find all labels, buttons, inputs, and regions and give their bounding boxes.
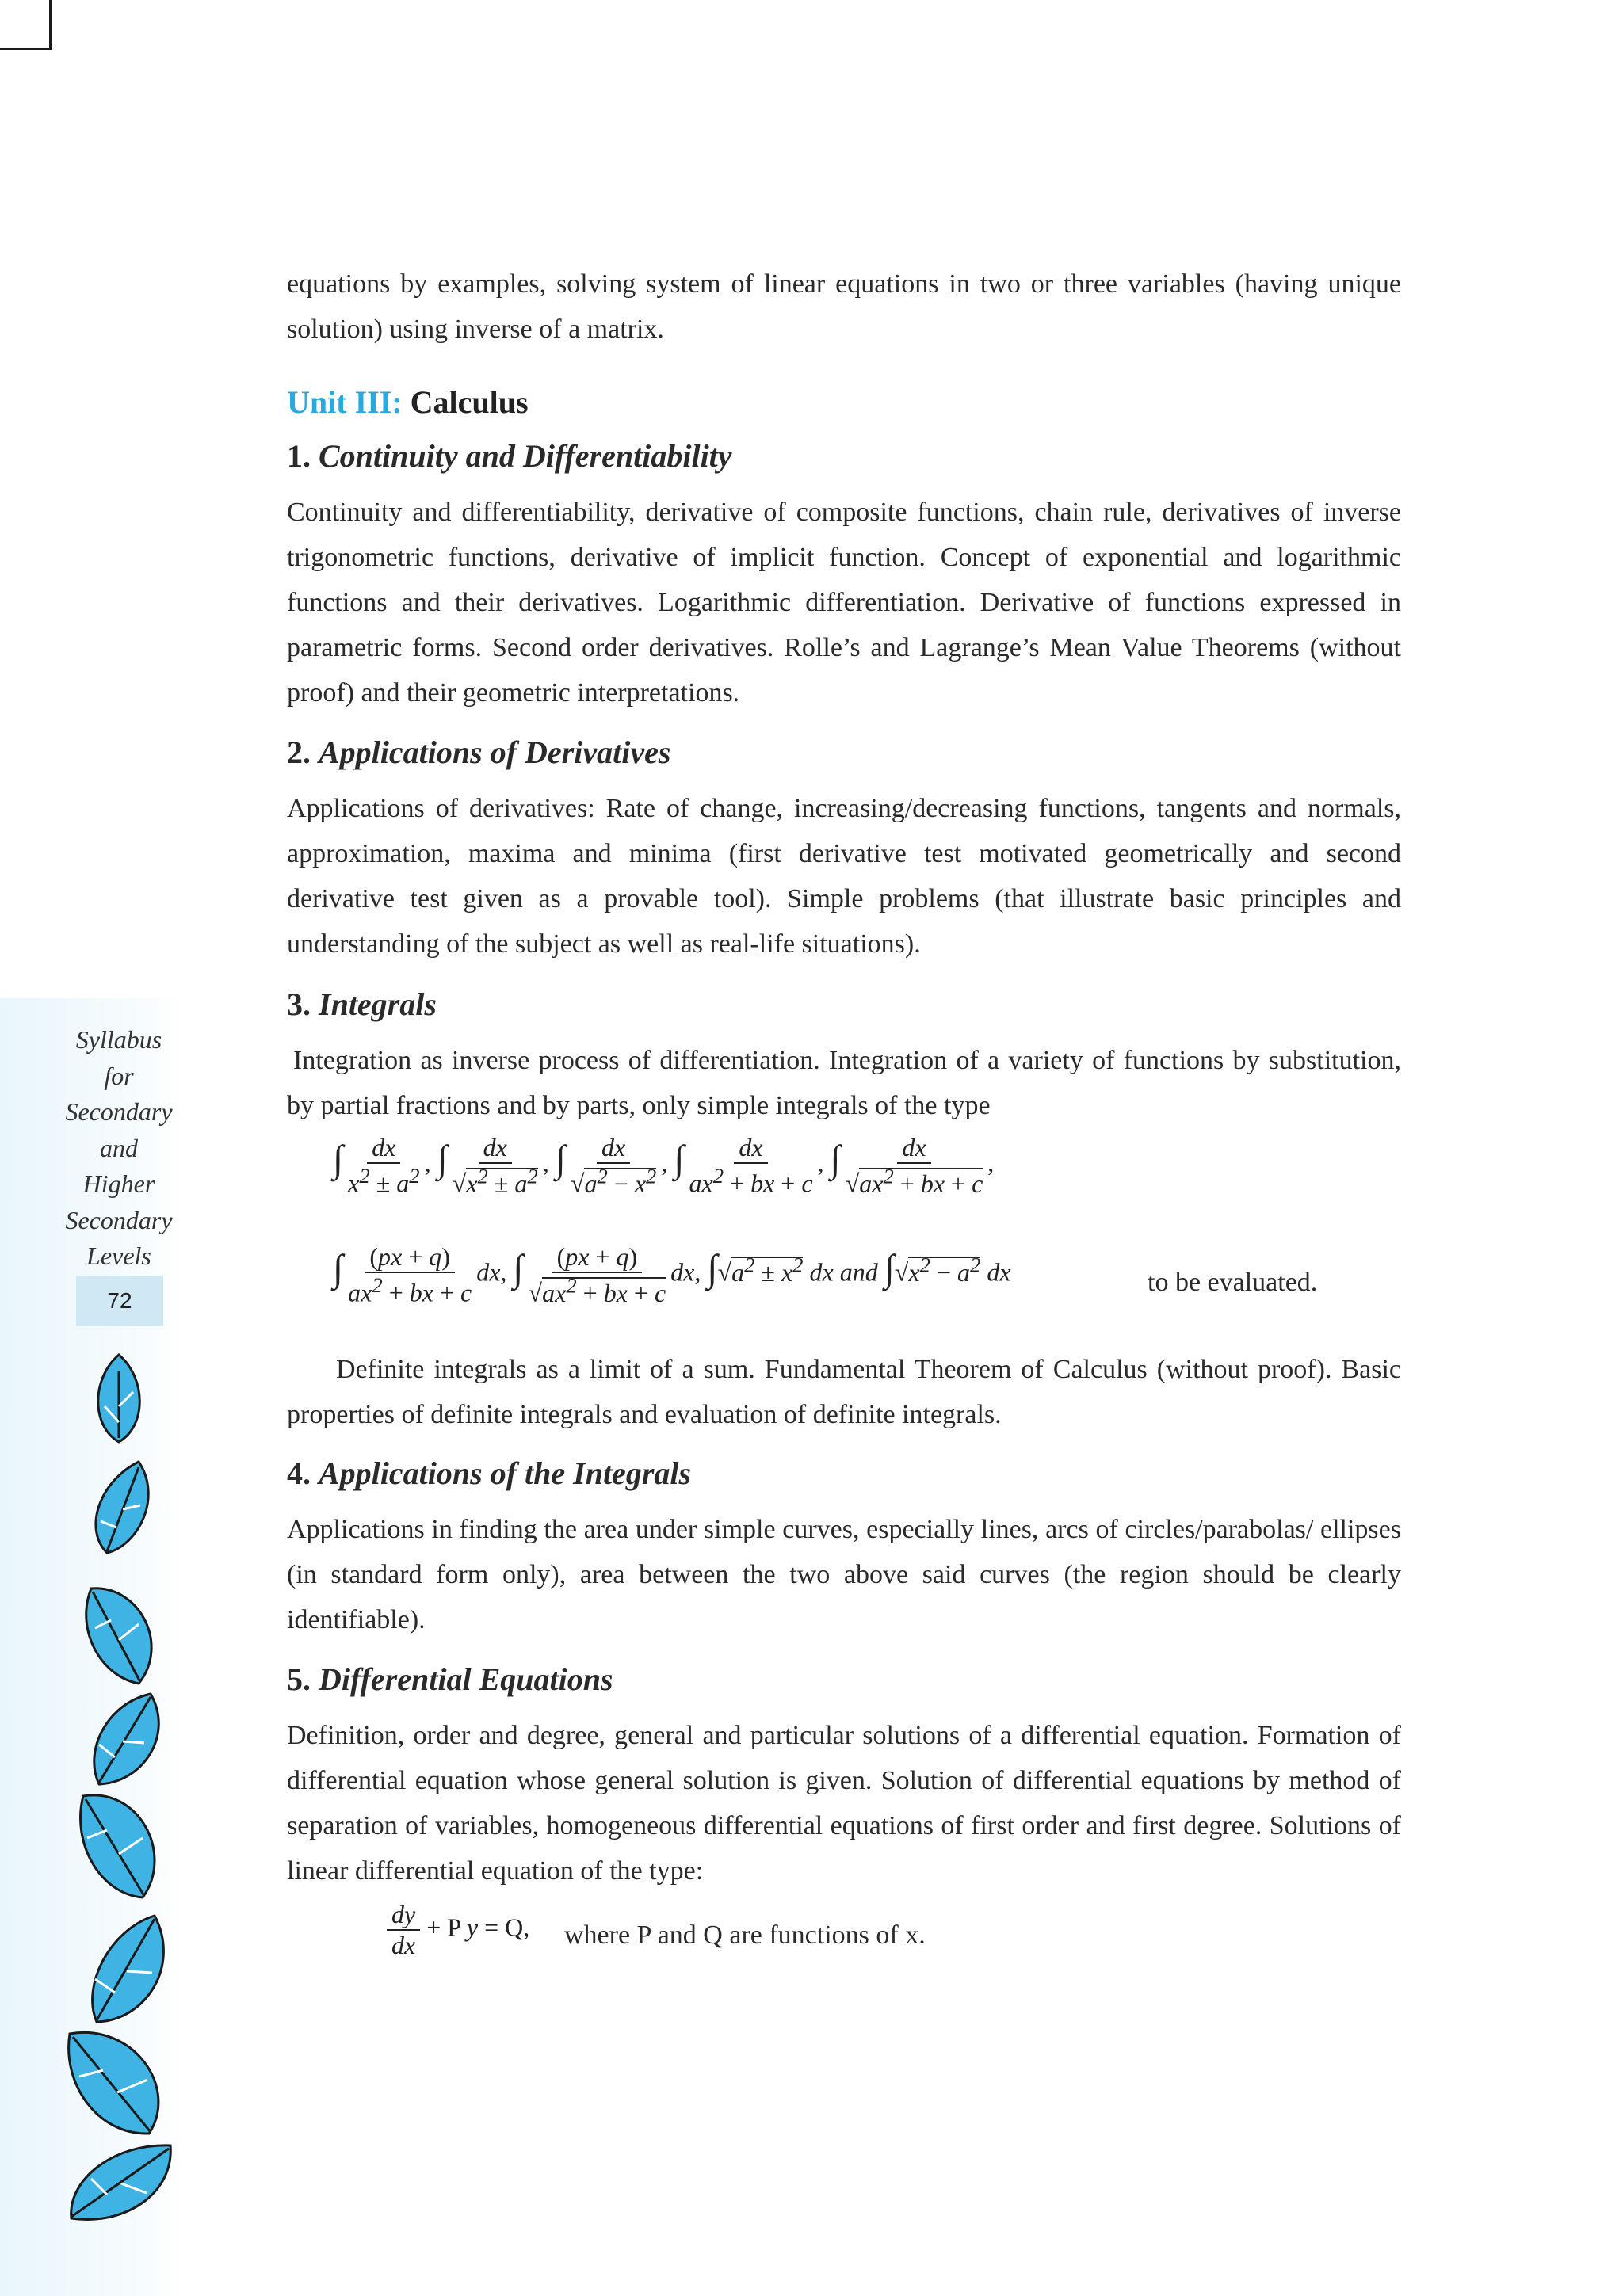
section-number: 3.	[287, 986, 311, 1022]
unit-label: Unit III:	[287, 384, 403, 420]
integral-formula-row-1: ∫ $\frac{dx}{x^2 \pm a^2}$ , ∫ $\frac{dx}{√x^2 \pm a^2}$ , ∫ $\frac{dx}{√a^2 - x^2}$ , ∫ $\frac{dx}{ax^2 + bx + c}$ , ∫ $\frac{dx}{√ax^2 + bx + c}$ ,	[333, 1133, 995, 1198]
section-title: Applications of the Integrals	[319, 1455, 692, 1491]
integral-formula-row-2: ∫ $\frac{(px + q)}{ax^2 + bx + c}$ dx, ∫ $\frac{(px + q)}{√ax^2 + bx + c}$ dx, $\int√a^2 \pm x^2$ dx and $\int√x^2 - a^2$ dx	[333, 1242, 1011, 1307]
section-title: Integrals	[319, 986, 437, 1022]
sidebar-line: and	[100, 1133, 138, 1162]
section-body: Applications of derivatives: Rate of change, increasing/decreasing functions, tangents and normals, approximation, maxima and minima (first derivative test motivated geometrically and second derivative test given as a provable tool). Simple problems (that illustrate basic principles and understanding of the subject as well as real-life situations).	[287, 794, 1401, 959]
leaf-decoration-icon	[59, 2139, 178, 2226]
linear-de-formula: $\frac{dy}{dx}$ + P y = Q,	[387, 1900, 529, 1960]
leaf-decoration-icon	[79, 1909, 178, 2028]
intro-paragraph: equations by examples, solving system of linear equations in two or three variables (having unique solution) using inverse of a matrix.	[287, 269, 1401, 344]
section-body: Continuity and differentiability, derivative of composite functions, chain rule, derivatives of inverse trigonometric functions, derivative of implicit function. Concept of exponential and logarithmic functions and their derivatives. Logarithmic differentiation. Derivative of functions expressed in parametric forms. Second order derivatives. Rolle’s and Lagrange’s Mean Value Theorems (without proof) and their geometric interpretations.	[287, 498, 1401, 707]
section-title: Continuity and Differentiability	[319, 438, 732, 474]
leaf-decoration-icon	[75, 1581, 170, 1691]
section-title: Applications of Derivatives	[319, 734, 671, 770]
sidebar-line: Syllabus	[75, 1025, 162, 1054]
section-heading	[287, 1661, 613, 1698]
leaf-decoration-icon	[62, 2024, 181, 2139]
sidebar-line: Levels	[86, 1241, 151, 1270]
section-heading	[287, 1455, 691, 1492]
section-body-continued: Definite integrals as a limit of a sum. Fundamental Theorem of Calculus (without proof). Basic properties of definite integrals and evaluation of definite integrals.	[287, 1355, 1401, 1429]
leaf-decoration-icon	[83, 1458, 158, 1557]
leaf-decoration-icon	[71, 1787, 174, 1905]
section-body: Integration as inverse process of differentiation. Integration of a variety of functions by substitution, by partial fractions and by parts, only simple integrals of the type	[287, 1046, 1401, 1120]
crop-mark-top-horizontal	[0, 48, 52, 50]
leaf-decoration-icon	[79, 1688, 170, 1791]
section-number: 2.	[287, 734, 311, 770]
page-number: 72	[76, 1276, 163, 1326]
section-body: Definition, order and degree, general and particular solutions of a differential equation. Formation of differential equation whose general solution is given. Solution of differential equations by method of separation of variables, homogeneous differential equations of first order and first degree. Solutions of linear differential equation of the type:	[287, 1721, 1401, 1886]
unit-title: Calculus	[410, 384, 529, 420]
formula-trailing-text: where P and Q are functions of x.	[564, 1920, 926, 1950]
section-number: 1.	[287, 438, 311, 474]
section-heading	[287, 986, 437, 1023]
section-number: 5.	[287, 1661, 311, 1697]
unit-heading	[287, 383, 529, 421]
leaf-decoration-icon	[87, 1351, 151, 1446]
crop-mark-top-vertical	[49, 0, 52, 49]
section-title: Differential Equations	[319, 1661, 613, 1697]
sidebar-line: Higher	[82, 1169, 155, 1198]
sidebar-caption	[40, 1022, 198, 1275]
sidebar-line: Secondary	[65, 1097, 173, 1126]
formula-trailing-text: to be evaluated.	[1148, 1268, 1318, 1297]
section-body: Applications in finding the area under simple curves, especially lines, arcs of circles/parabolas/ ellipses (in standard form only), area between the two above said curves (the region should be clearly identifiable).	[287, 1515, 1401, 1634]
section-heading	[287, 437, 732, 475]
sidebar-line: for	[104, 1061, 134, 1090]
section-number: 4.	[287, 1455, 311, 1491]
section-heading	[287, 734, 670, 771]
sidebar-line: Secondary	[65, 1205, 173, 1234]
